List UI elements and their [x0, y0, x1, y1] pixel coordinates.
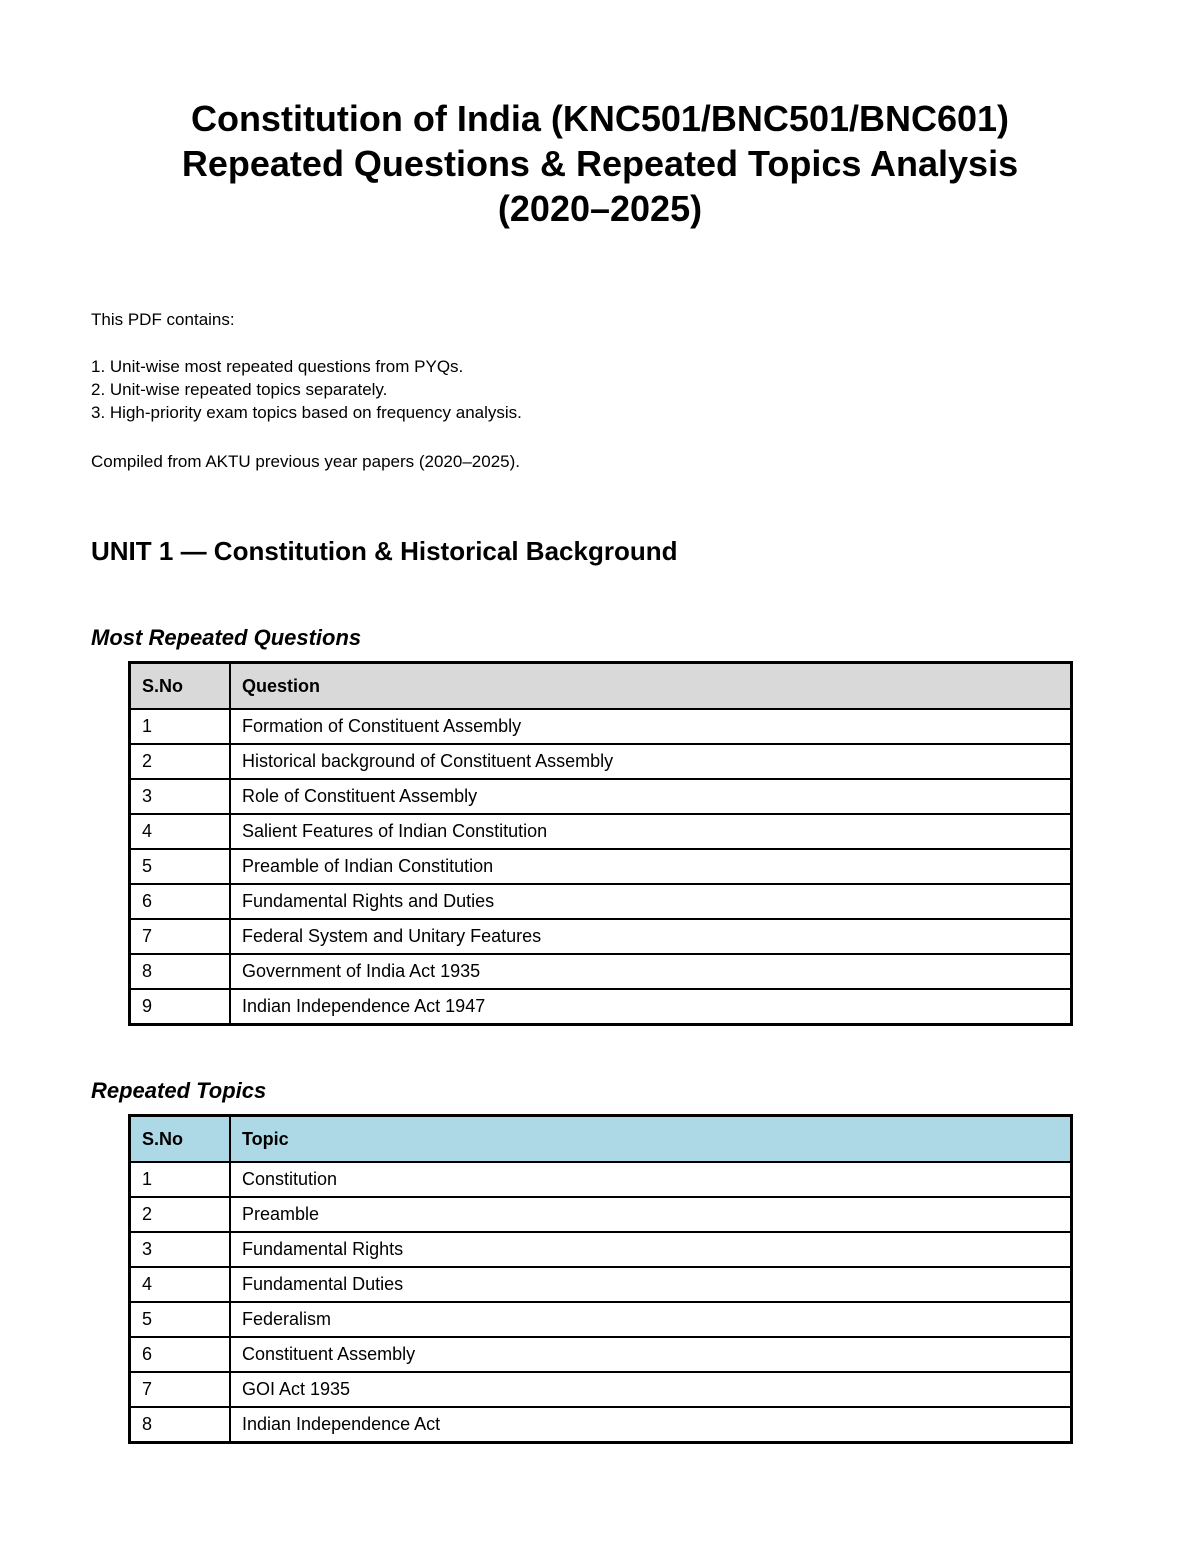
topic-row [130, 1407, 1072, 1443]
cell-text: Fundamental Rights [230, 1232, 1072, 1267]
unit-1-heading: UNIT 1 — Constitution & Historical Background [91, 536, 678, 566]
cell-sno: 4 [130, 814, 231, 849]
intro-item-1: 1. Unit-wise most repeated questions from PYQs. [91, 357, 464, 376]
question-row [130, 884, 1072, 919]
cell-sno: 2 [130, 1197, 231, 1232]
question-row [130, 779, 1072, 814]
topics-table [128, 1114, 1073, 1444]
column-header-sno: S.No [130, 1116, 231, 1163]
cell-sno: 7 [130, 919, 231, 954]
questions-table-header [130, 663, 1072, 710]
topic-row [130, 1197, 1072, 1232]
cell-sno: 7 [130, 1372, 231, 1407]
cell-sno: 3 [130, 779, 231, 814]
question-row [130, 849, 1072, 884]
question-row [130, 709, 1072, 744]
cell-text: Salient Features of Indian Constitution [230, 814, 1072, 849]
column-header-question: Question [230, 663, 1072, 710]
topic-row [130, 1337, 1072, 1372]
cell-sno: 2 [130, 744, 231, 779]
intro-lead: This PDF contains: [91, 310, 235, 329]
question-row [130, 989, 1072, 1025]
topic-row [130, 1232, 1072, 1267]
topic-row [130, 1372, 1072, 1407]
title-line-1: Constitution of India (KNC501/BNC501/BNC601) [190, 98, 1010, 139]
cell-text: Fundamental Rights and Duties [230, 884, 1072, 919]
cell-text: Role of Constituent Assembly [230, 779, 1072, 814]
question-row [130, 744, 1072, 779]
question-row [130, 919, 1072, 954]
cell-sno: 4 [130, 1267, 231, 1302]
cell-sno: 3 [130, 1232, 231, 1267]
intro-item-3: 3. High-priority exam topics based on frequency analysis. [91, 403, 522, 422]
topics-heading: Repeated Topics [91, 1078, 267, 1103]
questions-table [128, 661, 1073, 1026]
question-row [130, 814, 1072, 849]
title-line-3: (2020–2025) [497, 188, 703, 229]
cell-sno: 8 [130, 1407, 231, 1443]
topic-row [130, 1267, 1072, 1302]
cell-text: Constituent Assembly [230, 1337, 1072, 1372]
cell-sno: 1 [130, 709, 231, 744]
cell-sno: 9 [130, 989, 231, 1025]
cell-text: Historical background of Constituent Assembly [230, 744, 1072, 779]
cell-text: Federalism [230, 1302, 1072, 1337]
topics-table-header [130, 1116, 1072, 1163]
cell-sno: 5 [130, 1302, 231, 1337]
column-header-sno: S.No [130, 663, 231, 710]
column-header-topic: Topic [230, 1116, 1072, 1163]
topic-row [130, 1162, 1072, 1197]
cell-text: Government of India Act 1935 [230, 954, 1072, 989]
question-row [130, 954, 1072, 989]
cell-sno: 8 [130, 954, 231, 989]
cell-text: Federal System and Unitary Features [230, 919, 1072, 954]
cell-text: Preamble [230, 1197, 1072, 1232]
topic-row [130, 1302, 1072, 1337]
cell-sno: 6 [130, 1337, 231, 1372]
cell-text: Constitution [230, 1162, 1072, 1197]
cell-sno: 1 [130, 1162, 231, 1197]
document-title [0, 96, 1200, 231]
cell-text: GOI Act 1935 [230, 1372, 1072, 1407]
cell-text: Indian Independence Act 1947 [230, 989, 1072, 1025]
cell-text: Fundamental Duties [230, 1267, 1072, 1302]
cell-sno: 6 [130, 884, 231, 919]
title-line-2: Repeated Questions & Repeated Topics Analysis [181, 143, 1019, 184]
intro-compiled: Compiled from AKTU previous year papers (2020–2025). [91, 452, 520, 471]
cell-text: Formation of Constituent Assembly [230, 709, 1072, 744]
cell-text: Indian Independence Act [230, 1407, 1072, 1443]
cell-sno: 5 [130, 849, 231, 884]
cell-text: Preamble of Indian Constitution [230, 849, 1072, 884]
questions-heading: Most Repeated Questions [91, 625, 362, 650]
intro-item-2: 2. Unit-wise repeated topics separately. [91, 380, 388, 399]
